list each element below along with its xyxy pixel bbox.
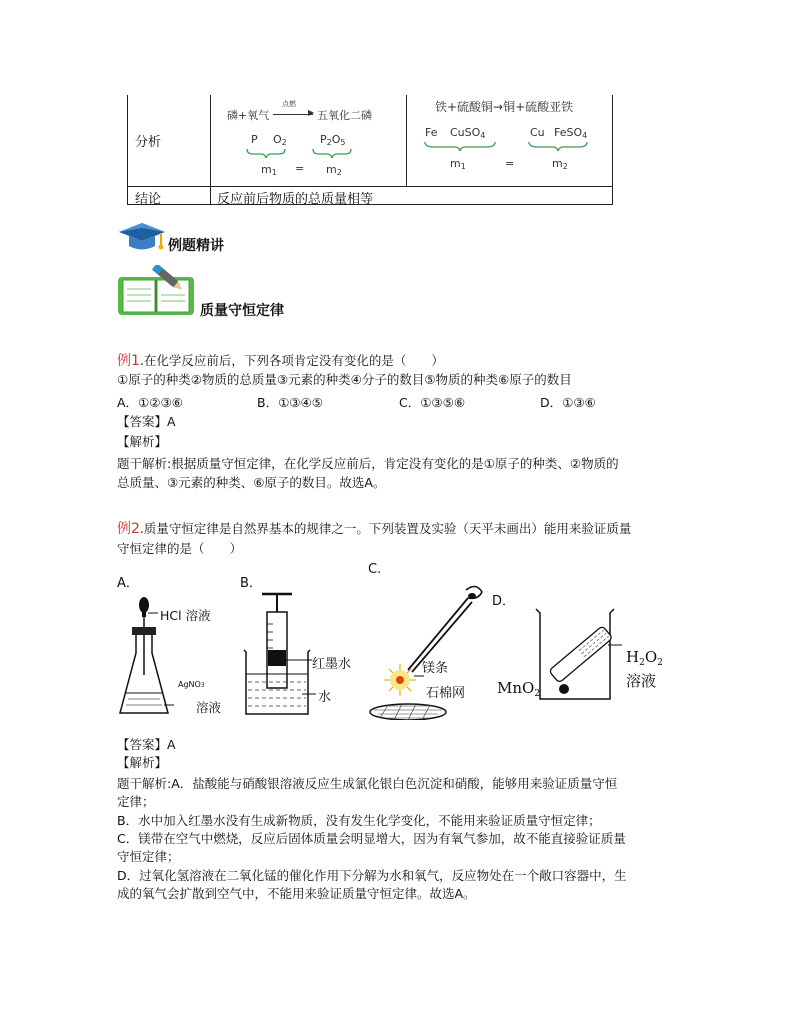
ex1-explanation-1: 题干解析:根据质量守恒定律，在化学反应前后，肯定没有变化的是①原子的种类、②物质的 [117,456,619,471]
ex1-stem: 例1.在化学反应前后，下列各项肯定没有变化的是（ ） [117,353,444,369]
ex1-explanation-2: 总质量、③元素的种类、⑥原子的数目。故选A。 [117,475,386,490]
fig-c-net-label: 石棉网 [426,686,466,701]
section-title-topic: 质量守恒定律 [200,303,284,319]
fig-c-mg-label: 镁条 [422,661,449,676]
brace-lines [245,147,355,159]
ex2-explanation-4: C．镁带在空气中燃烧，反应后固体质量会明显增大，因为有氧气参加，故不能直接验证质量 [117,831,626,846]
ex2-explanation-1: 题干解析:A．盐酸能与硝酸银溶液反应生成氯化银白色沉淀和硝酸，能够用来验证质量守恒 [117,776,618,791]
ex2-option-d: D． [492,594,516,609]
row-label-analysis: 分析 [135,135,162,150]
syringe-beaker-figure [240,590,320,720]
brace-lines-right [423,140,593,153]
ex1-items: ①原子的种类②物质的总质量③元素的种类④分子的数目⑤物质的种类⑥原子的数目 [117,372,572,387]
graduation-cap-icon [117,220,167,254]
ex2-explanation-2: 定律； [117,794,155,809]
ex2-explanation-7: 成的氧气会扩散到空气中，不能用来验证质量守恒定律。故选A。 [117,886,476,901]
ex2-option-b: B． [240,576,262,591]
fig-b-water-label: 水 [318,690,332,705]
ex1-option-d: D．①③⑥ [540,395,596,410]
fig-d-h2o2-label: $H_2O_2$ [626,648,663,668]
ex2-analysis-label: 【解析】 [117,755,168,770]
fig-b-ink-label: 红墨水 [312,657,352,672]
ex1-answer: 【答案】A [117,414,176,429]
ex1-option-a: A．①②③⑥ [117,395,183,410]
reaction-arrow [273,114,313,115]
ex1-option-c: C．①③⑤⑥ [399,395,466,410]
fig-a-hcl-label: HCl 溶液 [160,608,211,623]
ex2-option-c: C. [368,562,382,577]
row-label-conclusion: 结论 [135,192,162,207]
ex1-option-b: B．①③④⑤ [257,395,323,410]
ex2-explanation-3: B．水中加入红墨水没有生成新物质，没有发生化学变化，不能用来验证质量守恒定律； [117,813,601,828]
fig-a-agno3-label: AgNO3 [178,680,205,689]
ex2-answer: 【答案】A [117,737,176,752]
ex2-explanation-6: D．过氧化氢溶液在二氧化锰的催化作用下分解为水和氧气，反应物处在一个敞口容器中，生 [117,868,627,883]
section-title-examples: 例题精讲 [168,238,224,254]
ex2-explanation-5: 守恒定律； [117,849,180,864]
fig-d-mno2-label: MnO$_2$ [497,679,541,699]
ex1-analysis-label: 【解析】 [117,434,168,449]
ex2-stem-2: 守恒定律的是（ ） [117,541,243,556]
fig-d-solution-label: 溶液 [626,672,657,690]
open-book-pen-icon [117,265,195,317]
fig-a-solution-label: 溶液 [196,700,222,715]
analysis-table: 分析 结论 反应前后物质的总质量相等 磷+氧气 点燃 ▶ 五氧化二磷 P $O_2$ $P_2O_5$ $m_1$ = $m_2$ 铁+硫酸铜→铜+硫酸亚铁 Fe CuSO$_4$ Cu FeSO$_4$ $m_1$ = $m_2$ [127,95,613,205]
conclusion-text: 反应前后物质的总质量相等 [217,192,374,207]
ex2-option-a: A． [117,576,139,591]
ex2-stem-1: 例2.质量守恒定律是自然界基本的规律之一。下列装置及实验（天平未画出）能用来验证质量 [117,521,632,537]
